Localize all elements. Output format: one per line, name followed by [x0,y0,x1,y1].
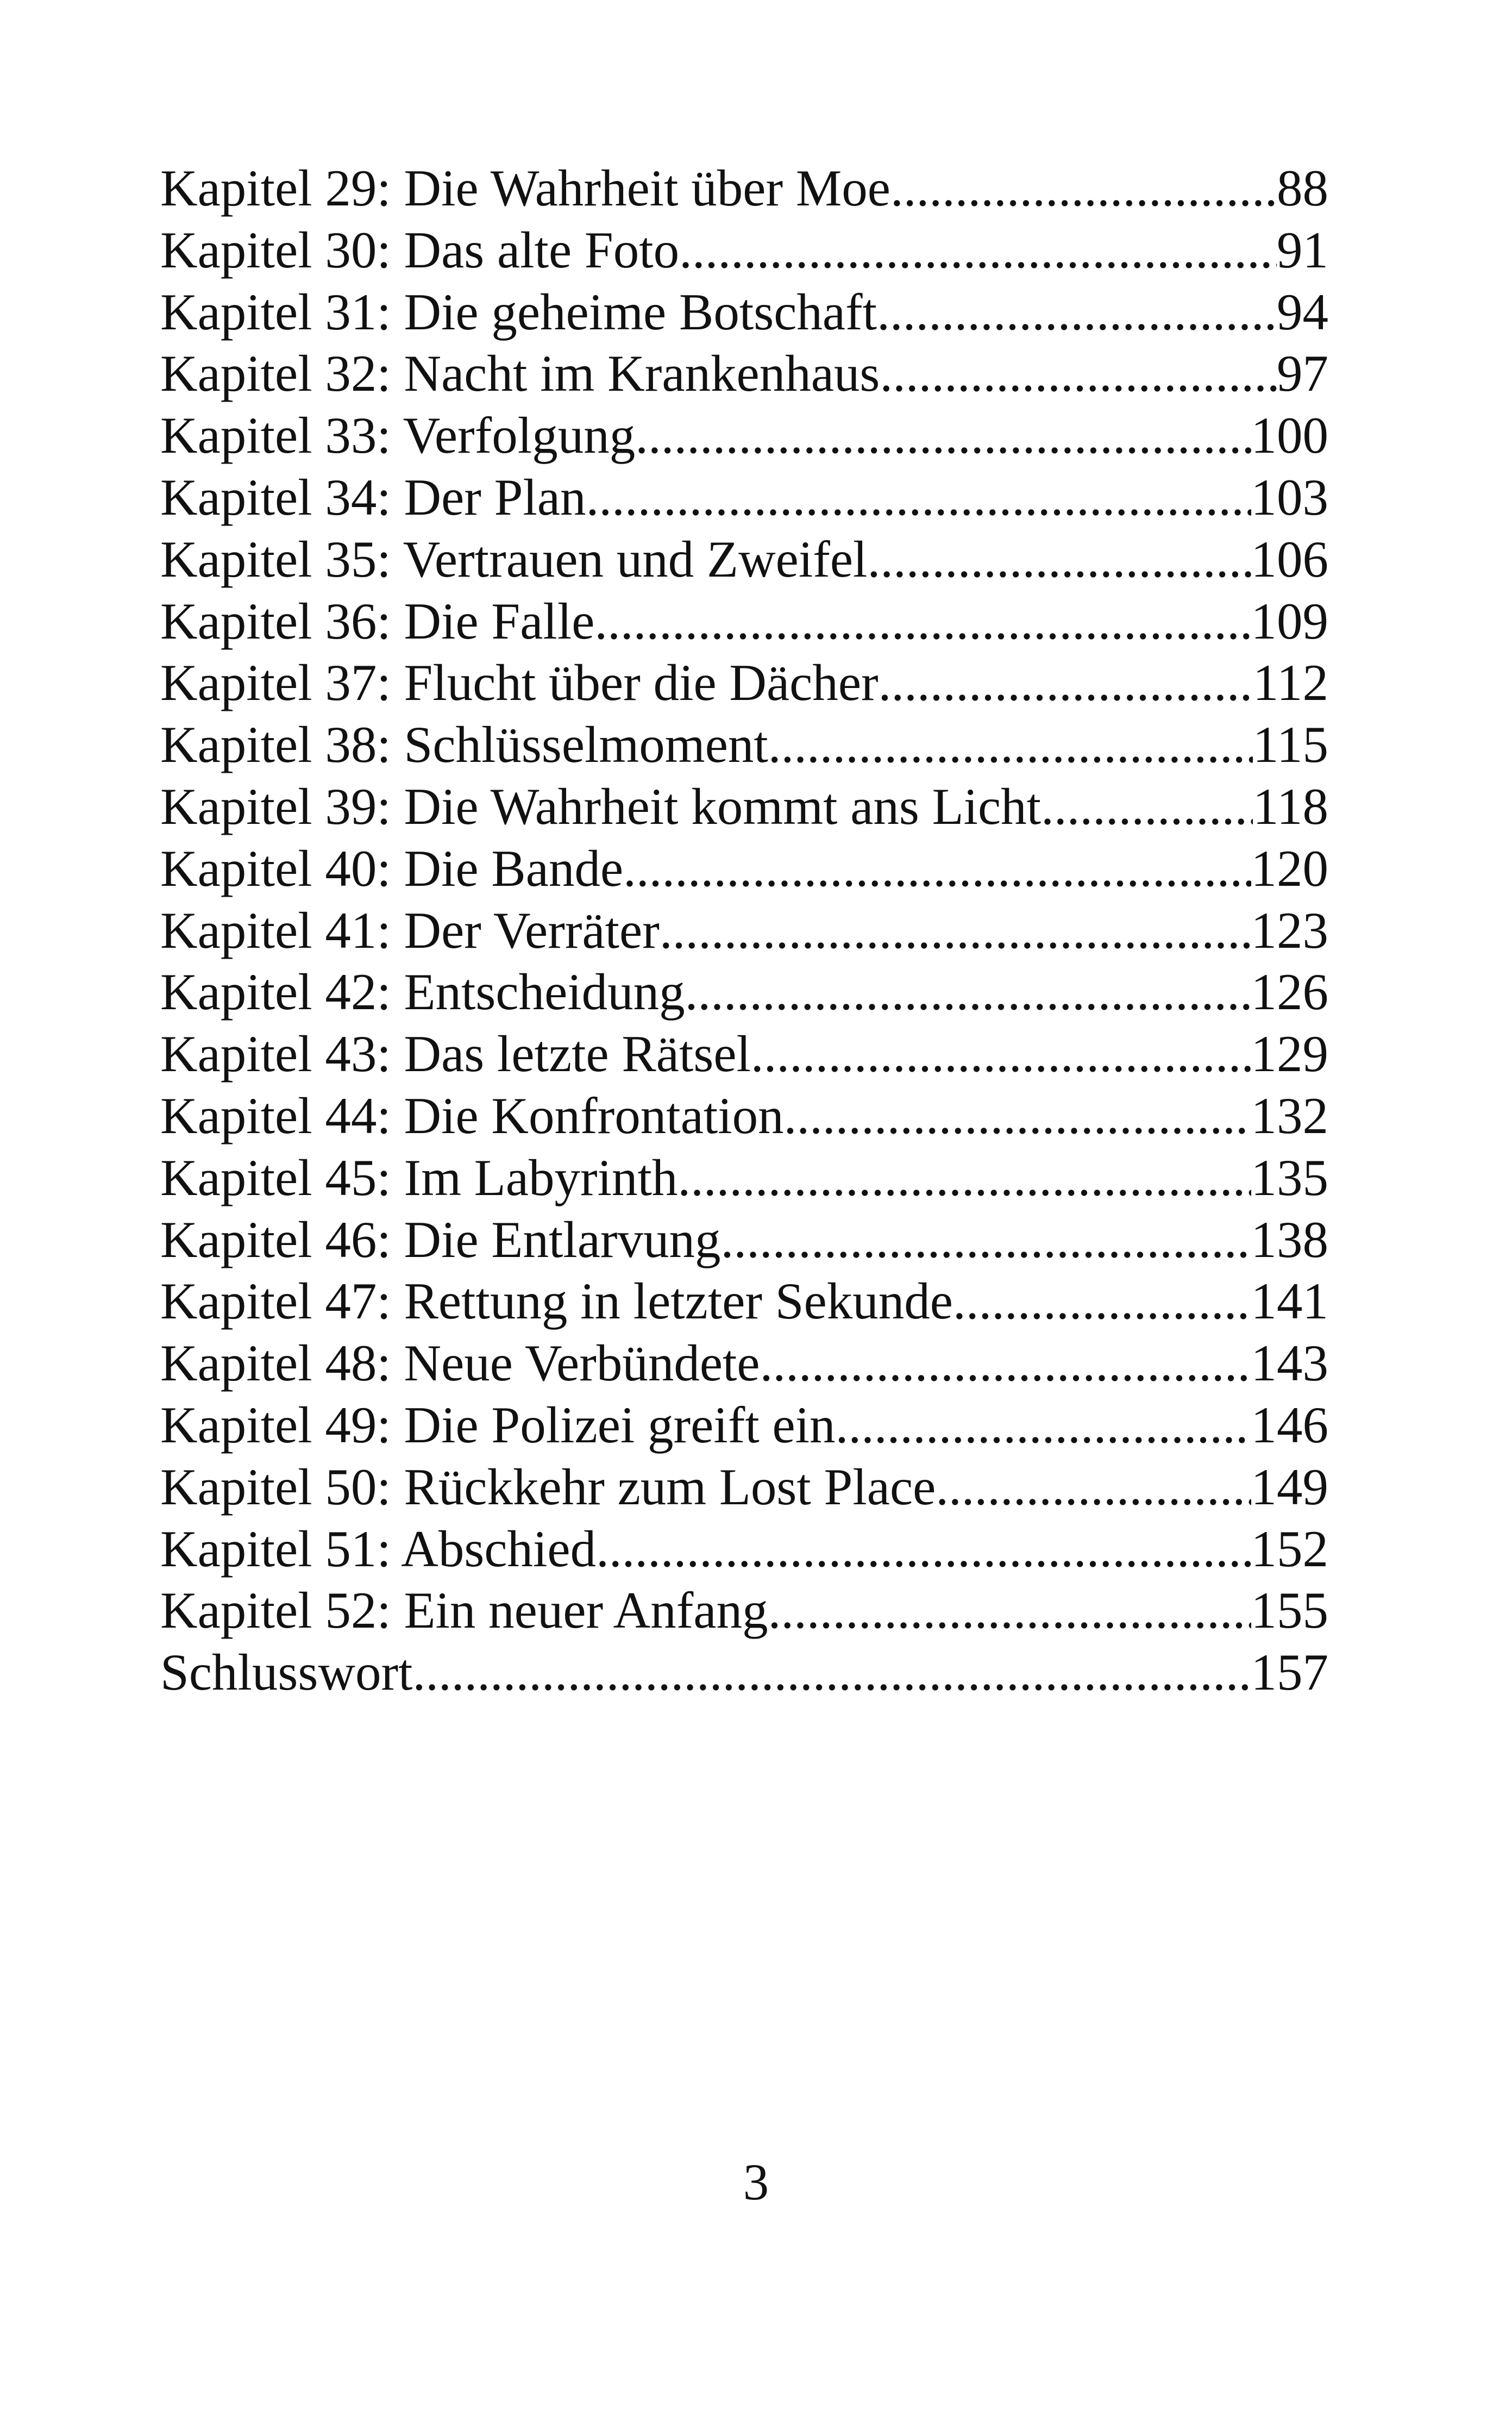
toc-entry[interactable] [160,1394,1328,1456]
toc-entry[interactable] [160,961,1328,1023]
toc-entry[interactable] [160,652,1328,714]
toc-entry-title: Kapitel 33: Verfolgung [160,406,636,465]
toc-entry[interactable] [160,591,1328,653]
toc-entry-page: 146 [1251,1396,1328,1454]
toc-entry-title: Kapitel 48: Neue Verbündete [160,1334,760,1392]
dot-leader [890,158,1277,220]
toc-entry-title: Kapitel 44: Die Konfrontation [160,1086,784,1145]
dot-leader [836,1394,1251,1456]
dot-leader [623,838,1251,900]
dot-leader [879,652,1253,714]
toc-entry-title: Kapitel 47: Rettung in letzter Sekunde [160,1272,953,1330]
toc-entry[interactable] [160,467,1328,529]
toc-entry[interactable] [160,1333,1328,1394]
toc-entry[interactable] [160,1023,1328,1085]
toc-entry-page: 115 [1253,716,1328,774]
toc-entry-page: 155 [1251,1581,1328,1640]
toc-entry-title: Kapitel 46: Die Entlarvung [160,1210,721,1268]
dot-leader [596,1518,1251,1580]
toc-entry-page: 132 [1251,1086,1328,1145]
dot-leader [677,1147,1251,1209]
toc-entry[interactable] [160,1085,1328,1147]
dot-leader [867,529,1251,591]
toc-entry[interactable] [160,1580,1328,1642]
toc-entry-page: 120 [1251,839,1328,897]
toc-entry-page: 143 [1251,1334,1328,1392]
toc-entry-title: Kapitel 52: Ein neuer Anfang [160,1581,768,1640]
dot-leader [412,1642,1251,1704]
table-of-contents [160,158,1328,1704]
toc-entry-title: Kapitel 42: Entscheidung [160,963,685,1021]
toc-entry[interactable] [160,776,1328,838]
dot-leader [880,343,1277,405]
toc-entry-page: 123 [1251,901,1328,959]
toc-entry-page: 112 [1253,654,1328,712]
toc-entry-page: 97 [1277,345,1328,403]
dot-leader [953,1271,1251,1333]
toc-entry-title: Kapitel 43: Das letzte Rätsel [160,1025,751,1083]
toc-entry-title: Kapitel 41: Der Verräter [160,901,660,959]
toc-entry-title: Kapitel 35: Vertrauen und Zweifel [160,530,868,588]
toc-entry-page: 152 [1251,1519,1328,1578]
dot-leader [660,900,1251,962]
dot-leader [685,961,1251,1023]
dot-leader [877,282,1277,343]
toc-entry-page: 103 [1251,468,1328,526]
toc-entry-page: 106 [1251,530,1328,588]
toc-entry-title: Kapitel 34: Der Plan [160,468,586,526]
toc-entry-page: 149 [1251,1458,1328,1516]
toc-entry-title: Kapitel 32: Nacht im Krankenhaus [160,345,880,403]
toc-entry[interactable] [160,714,1328,776]
toc-entry-title: Schlusswort [160,1643,413,1702]
toc-entry-title: Kapitel 51: Abschied [160,1519,597,1578]
toc-entry[interactable] [160,1642,1328,1704]
toc-entry-title: Kapitel 40: Die Bande [160,839,624,897]
toc-entry[interactable] [160,900,1328,962]
toc-entry[interactable] [160,343,1328,405]
toc-entry-title: Kapitel 31: Die geheime Botschaft [160,283,877,341]
toc-entry-page: 135 [1251,1148,1328,1206]
page-number: 3 [743,2153,769,2211]
toc-entry-title: Kapitel 29: Die Wahrheit über Moe [160,159,890,217]
toc-entry-title: Kapitel 36: Die Falle [160,592,595,650]
toc-entry[interactable] [160,1147,1328,1209]
toc-entry[interactable] [160,529,1328,591]
toc-entry[interactable] [160,220,1328,282]
dot-leader [936,1456,1251,1518]
toc-entry-title: Kapitel 39: Die Wahrheit kommt ans Licht [160,777,1042,835]
dot-leader [721,1209,1251,1271]
dot-leader [594,591,1251,653]
toc-entry[interactable] [160,1518,1328,1580]
toc-entry-page: 94 [1277,283,1328,341]
toc-entry-title: Kapitel 30: Das alte Foto [160,221,680,279]
dot-leader [635,405,1251,467]
toc-entry[interactable] [160,282,1328,343]
toc-entry[interactable] [160,1456,1328,1518]
toc-entry-page: 141 [1251,1272,1328,1330]
toc-entry-page: 129 [1251,1025,1328,1083]
toc-entry-page: 91 [1277,221,1328,279]
toc-entry[interactable] [160,1271,1328,1333]
toc-entry[interactable] [160,405,1328,467]
dot-leader [768,714,1253,776]
toc-entry[interactable] [160,158,1328,220]
toc-entry-page: 157 [1251,1643,1328,1702]
toc-entry-title: Kapitel 45: Im Labyrinth [160,1148,678,1206]
toc-entry-page: 126 [1251,963,1328,1021]
dot-leader [586,467,1251,529]
toc-entry-page: 118 [1253,777,1328,835]
dot-leader [679,220,1277,282]
toc-entry-page: 100 [1251,406,1328,465]
dot-leader [784,1085,1251,1147]
toc-entry-page: 109 [1251,592,1328,650]
toc-entry-page: 138 [1251,1210,1328,1268]
toc-entry-title: Kapitel 49: Die Polizei greift ein [160,1396,836,1454]
toc-entry-title: Kapitel 37: Flucht über die Dächer [160,654,879,712]
dot-leader [760,1333,1251,1394]
toc-entry-title: Kapitel 38: Schlüsselmoment [160,716,768,774]
dot-leader [768,1580,1251,1642]
dot-leader [1041,776,1253,838]
toc-entry[interactable] [160,1209,1328,1271]
toc-entry-title: Kapitel 50: Rückkehr zum Lost Place [160,1458,936,1516]
dot-leader [751,1023,1251,1085]
toc-entry-page: 88 [1277,159,1328,217]
toc-entry[interactable] [160,838,1328,900]
